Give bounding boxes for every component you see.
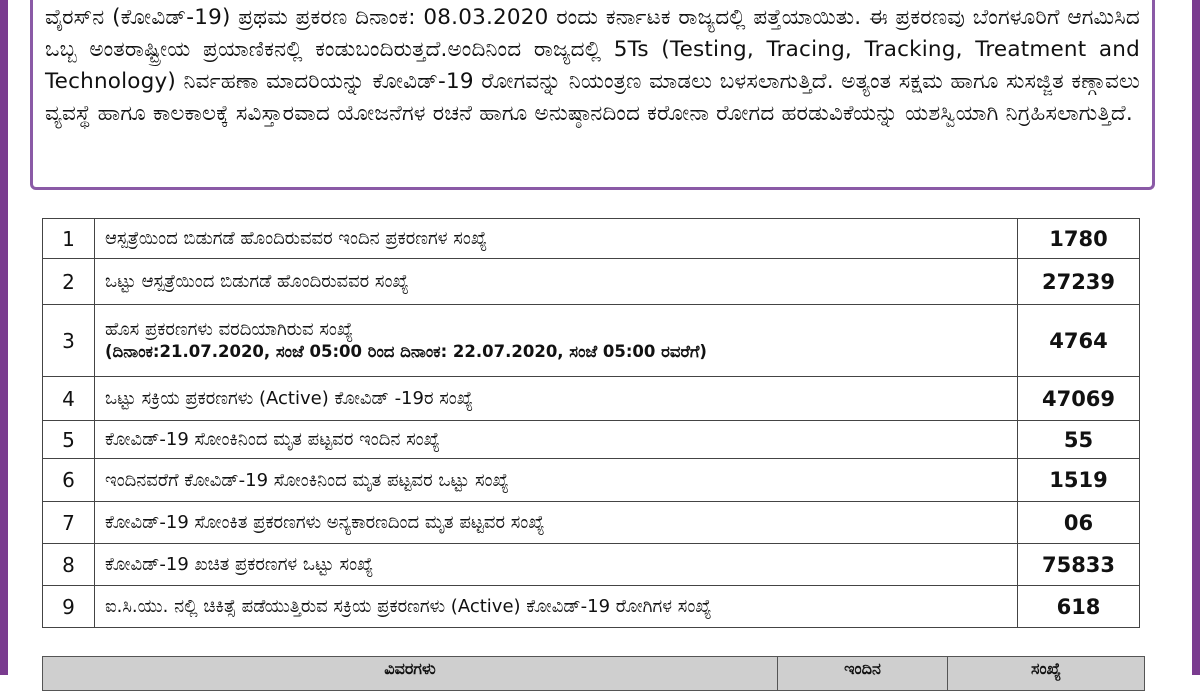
table-row — [43, 586, 1140, 628]
table-row — [43, 544, 1140, 586]
row-number: 6 — [43, 459, 95, 502]
page-border-left — [0, 0, 8, 675]
row-description: ಕೋವಿಡ್-19 ಸೋಂಕಿನಿಂದ ಮೃತ ಪಟ್ಟವರ ಇಂದಿನ ಸಂಖ್ಯೆ — [95, 421, 1018, 459]
row-value: 1780 — [1018, 219, 1140, 259]
intro-box — [30, 0, 1155, 190]
header-count: ಸಂಖ್ಯೆ — [948, 657, 1145, 691]
table-row — [43, 219, 1140, 259]
row-number: 2 — [43, 259, 95, 305]
header-details: ವಿವರಗಳು — [43, 657, 778, 691]
table-row — [43, 502, 1140, 544]
row-description: ಒಟ್ಟು ಸಕ್ರಿಯ ಪ್ರಕರಣಗಳು (Active) ಕೋವಿಡ್ -19ರ ಸಂಖ್ಯೆ — [95, 377, 1018, 421]
row-value: 27239 — [1018, 259, 1140, 305]
row-number: 7 — [43, 502, 95, 544]
row-description: ಐ.ಸಿ.ಯು. ನಲ್ಲಿ ಚಿಕಿತ್ಸೆ ಪಡೆಯುತ್ತಿರುವ ಸಕ್ರಿಯ ಪ್ರಕರಣಗಳು (Active) ಕೋವಿಡ್-19 ರೋಗಿಗಳ ಸಂಖ್ಯೆ — [95, 586, 1018, 628]
row-number: 5 — [43, 421, 95, 459]
intro-paragraph: ವೈರಸ್‌ನ (ಕೋವಿಡ್-19) ಪ್ರಥಮ ಪ್ರಕರಣ ದಿನಾಂಕ: 08.03.2020 ರಂದು ಕರ್ನಾಟಕ ರಾಜ್ಯದಲ್ಲಿ ಪತ್ತೆಯಾಯಿತು. ಈ ಪ್ರಕರಣವು ಬೆಂಗಳೂರಿಗೆ ಆಗಮಿಸಿದ ಒಬ್ಬ ಅಂತರಾಷ್ಟ್ರೀಯ ಪ್ರಯಾಣಿಕನಲ್ಲಿ ಕಂಡುಬಂದಿರುತ್ತದೆ.ಅಂದಿನಿಂದ ರಾಜ್ಯದಲ್ಲಿ 5Ts (Testing, Tracing, Tracking, Treatment and Technology) ನಿರ್ವಹಣಾ ಮಾದರಿಯನ್ನು ಕೋವಿಡ್-19 ರೋಗವನ್ನು ನಿಯಂತ್ರಣ ಮಾಡಲು ಬಳಸಲಾಗುತ್ತಿದೆ. ಅತ್ಯಂತ ಸಕ್ಷಮ ಹಾಗೂ ಸುಸಜ್ಜಿತ ಕಣ್ಗಾವಲು ವ್ಯವಸ್ಥೆ ಹಾಗೂ ಕಾಲಕಾಲಕ್ಕೆ ಸವಿಸ್ತಾರವಾದ ಯೋಜನೆಗಳ ರಚನೆ ಹಾಗೂ ಅನುಷ್ಠಾನದಿಂದ ಕರೋನಾ ರೋಗದ ಹರಡುವಿಕೆಯನ್ನು ಯಶಸ್ವಿಯಾಗಿ ನಿಗ್ರಹಿಸಲಾಗುತ್ತಿದೆ. — [45, 5, 1140, 126]
row-number: 9 — [43, 586, 95, 628]
row-number: 1 — [43, 219, 95, 259]
row-value: 06 — [1018, 502, 1140, 544]
row-description-main: ಹೊಸ ಪ್ರಕರಣಗಳು ವರದಿಯಾಗಿರುವ ಸಂಖ್ಯೆ — [105, 319, 354, 340]
row-value: 75833 — [1018, 544, 1140, 586]
row-description: ಒಟ್ಟು ಆಸ್ಪತ್ರೆಯಿಂದ ಬಿಡುಗಡೆ ಹೊಂದಿರುವವರ ಸಂಖ್ಯೆ — [95, 259, 1018, 305]
table-header-row — [43, 657, 1145, 691]
row-description-date-range: (ದಿನಾಂಕ:21.07.2020, ಸಂಜೆ 05:00 ರಿಂದ ದಿನಾಂಕ: 22.07.2020, ಸಂಜೆ 05:00 ರವರೆಗೆ) — [105, 342, 707, 361]
row-value: 47069 — [1018, 377, 1140, 421]
row-value: 55 — [1018, 421, 1140, 459]
page-border-right — [1192, 0, 1200, 675]
row-description: ಆಸ್ಪತ್ರೆಯಿಂದ ಬಿಡುಗಡೆ ಹೊಂದಿರುವವರ ಇಂದಿನ ಪ್ರಕರಣಗಳ ಸಂಖ್ಯೆ — [95, 219, 1018, 259]
table-row — [43, 259, 1140, 305]
row-description: ಕೋವಿಡ್-19 ಸೋಂಕಿತ ಪ್ರಕರಣಗಳು ಅನ್ಯಕಾರಣದಿಂದ ಮೃತ ಪಟ್ಟವರ ಸಂಖ್ಯೆ — [95, 502, 1018, 544]
row-value: 1519 — [1018, 459, 1140, 502]
table-row — [43, 377, 1140, 421]
table-row — [43, 459, 1140, 502]
row-number: 8 — [43, 544, 95, 586]
table-row — [43, 305, 1140, 377]
covid-stats-table — [42, 218, 1140, 628]
table-row — [43, 421, 1140, 459]
row-description: ಇಂದಿನವರೆಗೆ ಕೋವಿಡ್-19 ಸೋಂಕಿನಿಂದ ಮೃತ ಪಟ್ಟವರ ಒಟ್ಟು ಸಂಖ್ಯೆ — [95, 459, 1018, 502]
row-number: 3 — [43, 305, 95, 377]
row-description: ಕೋವಿಡ್-19 ಖಚಿತ ಪ್ರಕರಣಗಳ ಒಟ್ಟು ಸಂಖ್ಯೆ — [95, 544, 1018, 586]
row-value: 4764 — [1018, 305, 1140, 377]
row-value: 618 — [1018, 586, 1140, 628]
header-today: ಇಂದಿನ — [778, 657, 948, 691]
district-table-header — [42, 656, 1145, 691]
row-number: 4 — [43, 377, 95, 421]
row-description — [95, 305, 1018, 377]
